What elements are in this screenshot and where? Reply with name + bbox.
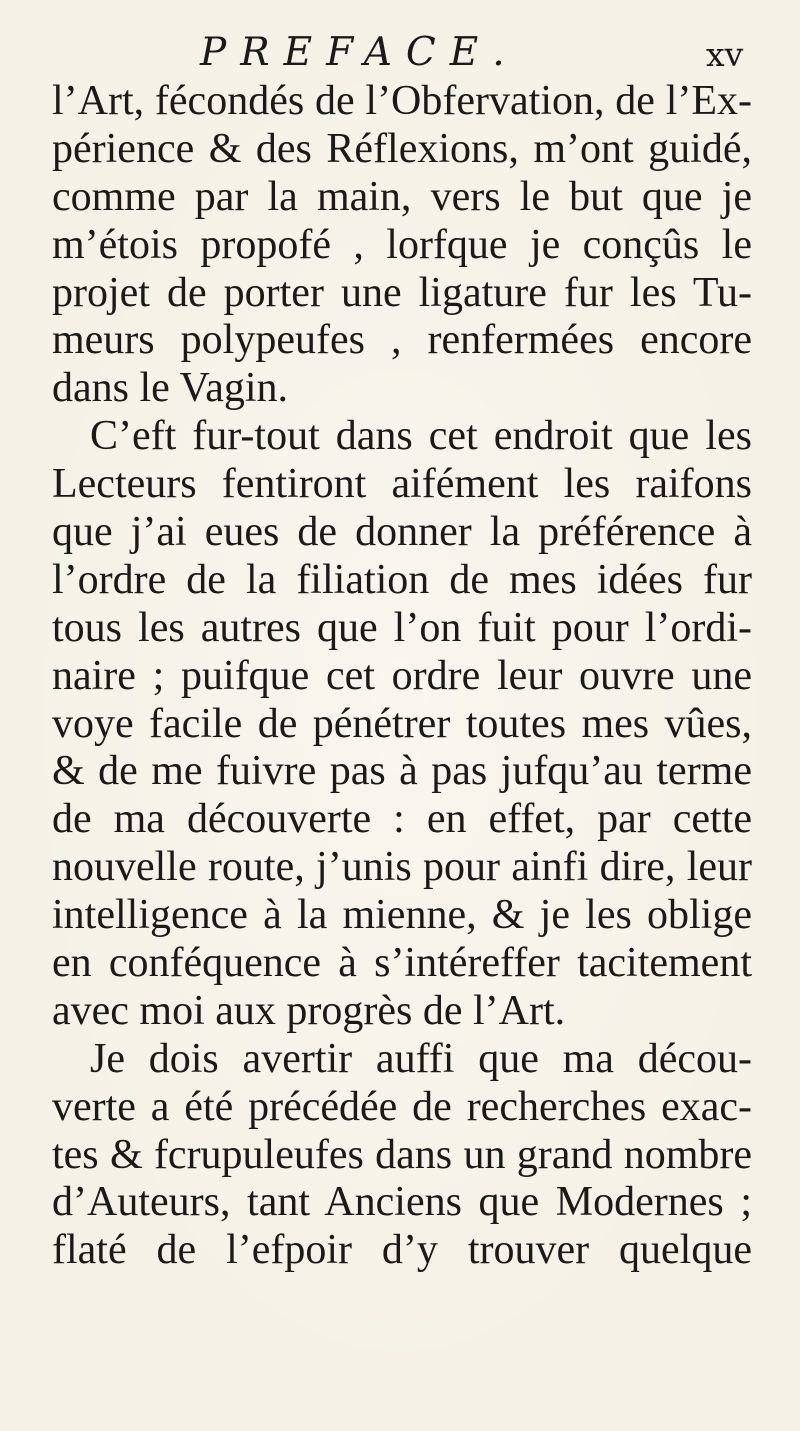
text-line: nouvelle route, j’unis pour ainfi dire, leur bbox=[52, 844, 752, 891]
text-line: intelligence à la mienne, & je les oblige bbox=[52, 892, 752, 939]
text-line: comme par la main, vers le but que je bbox=[52, 173, 752, 220]
text-line: naire ; puifque cet ordre leur ouvre une bbox=[52, 652, 752, 699]
text-line: d’Auteurs, tant Anciens que Modernes ; bbox=[52, 1179, 752, 1226]
text-line: en conféquence à s’intéreffer tacitement bbox=[52, 940, 752, 987]
text-line: meurs polypeufes , renfermées encore bbox=[52, 317, 752, 364]
body-text bbox=[52, 78, 752, 1275]
running-title: PREFACE. bbox=[200, 30, 519, 75]
page-number: xv bbox=[706, 35, 744, 74]
text-line: périence & des Réflexions, m’ont guidé, bbox=[52, 125, 752, 172]
text-line: C’eft fur-tout dans cet endroit que les bbox=[90, 413, 752, 460]
text-line: avec moi aux progrès de l’Art. bbox=[52, 987, 566, 1034]
text-line: tous les autres que l’on fuit pour l’ordi- bbox=[52, 604, 752, 651]
page-header bbox=[0, 28, 800, 78]
text-line: que j’ai eues de donner la préférence à bbox=[52, 509, 752, 556]
text-line: de ma découverte : en effet, par cette bbox=[52, 796, 752, 843]
text-line: verte a été précédée de recherches exac- bbox=[52, 1083, 752, 1130]
text-line: dans le Vagin. bbox=[52, 365, 289, 412]
text-line: tes & fcrupuleufes dans un grand nombre bbox=[52, 1131, 752, 1178]
text-line: Lecteurs fentiront aifément les raifons bbox=[52, 461, 752, 508]
text-line: l’ordre de la filiation de mes idées fur bbox=[52, 556, 752, 603]
text-line: m’étois propofé , lorfque je conçûs le bbox=[52, 221, 752, 268]
text-line: Je dois avertir auffi que ma décou- bbox=[90, 1035, 752, 1082]
text-line: & de me fuivre pas à pas jufqu’au terme bbox=[52, 748, 752, 795]
text-line: flaté de l’efpoir d’y trouver quelque bbox=[52, 1227, 752, 1274]
text-line: projet de porter une ligature fur les Tu- bbox=[52, 269, 752, 316]
text-line: voye facile de pénétrer toutes mes vûes, bbox=[52, 700, 752, 747]
text-line: l’Art, fécondés de l’Obfervation, de l’Ex- bbox=[52, 78, 752, 124]
